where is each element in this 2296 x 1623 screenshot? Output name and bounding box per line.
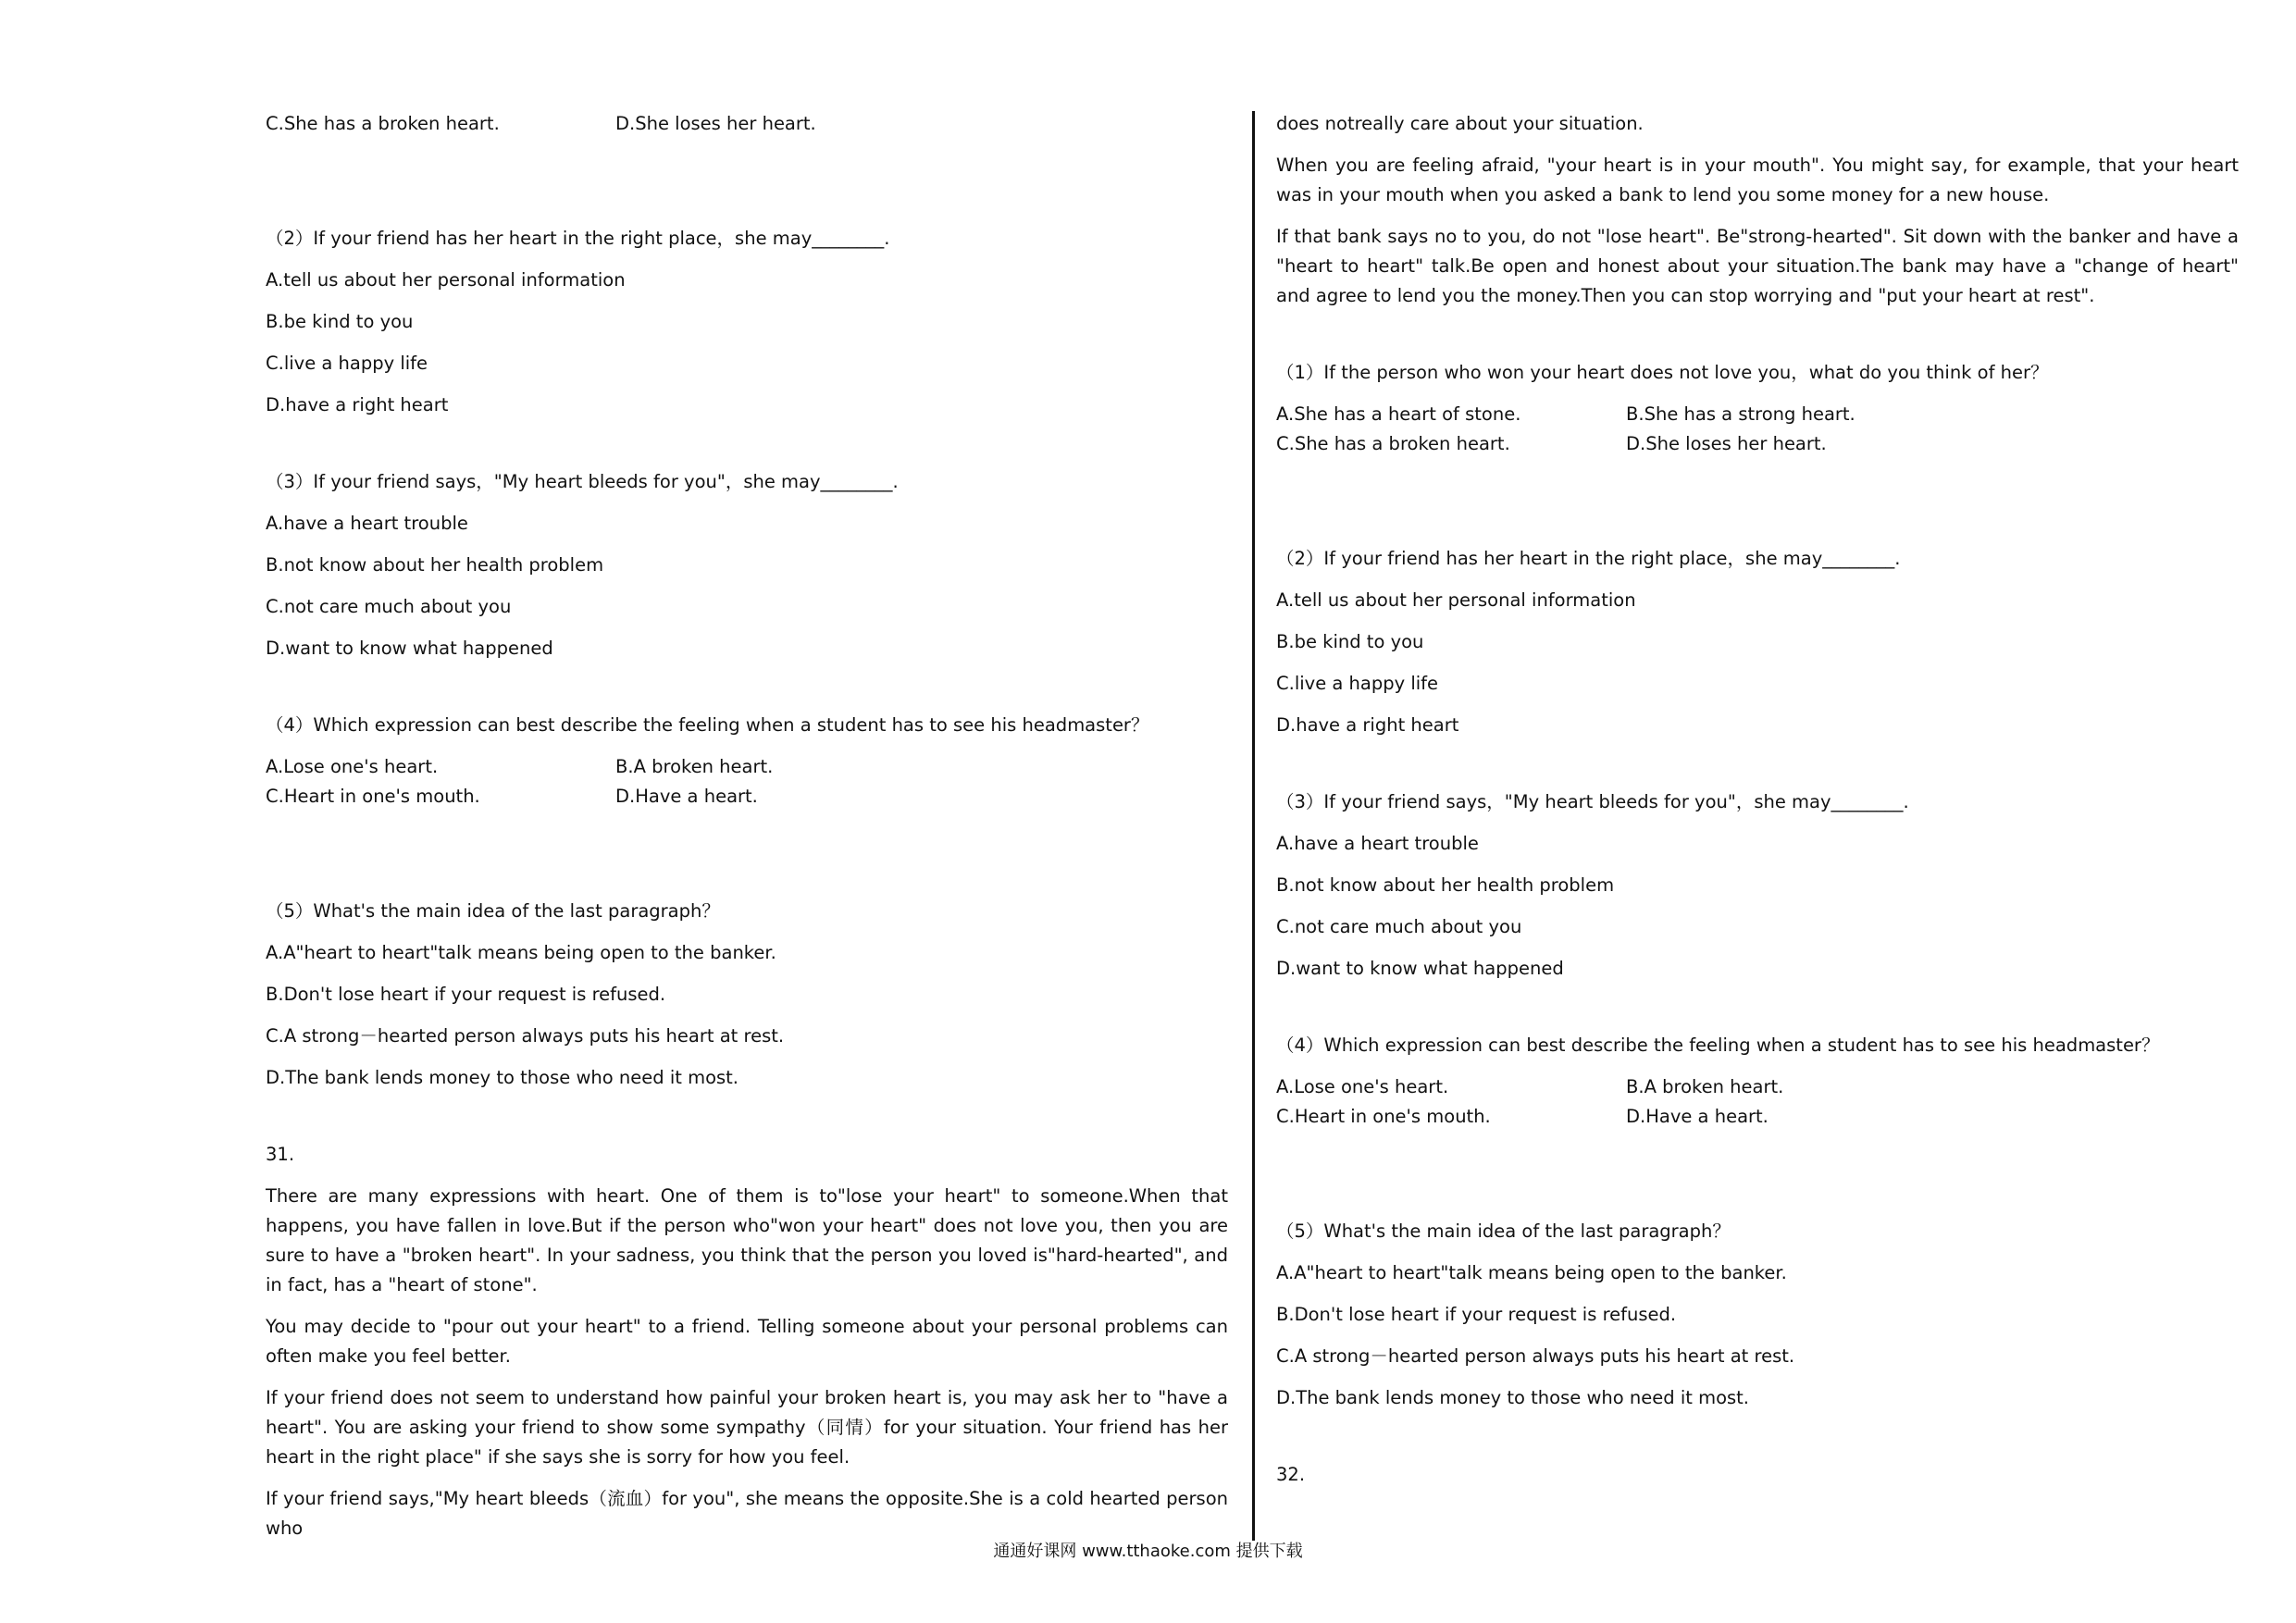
passage-paragraph: does notreally care about your situation. bbox=[1276, 113, 1644, 134]
passage-paragraph: You may decide to "pour out your heart" to a friend. Telling someone about your personal problems can often make you feel better. bbox=[266, 1316, 1228, 1367]
passage-paragraph: If your friend does not seem to understand how painful your broken heart is, you may ask her to "have a heart". You are asking your friend to show some sympathy（同情）for your situation. Your friend has her heart in the right place" if she says she is sorry for how you feel. bbox=[266, 1387, 1228, 1468]
passage-paragraph: If your friend says,"My heart bleeds（流血）for you", she means the opposite.She is a cold hearted person who bbox=[266, 1488, 1228, 1539]
question-5-stem: （5）What's the main idea of the last paragraph？ bbox=[1276, 1220, 1731, 1242]
q1-options-cd bbox=[266, 109, 1228, 139]
question-1-stem: （1）If the person who won your heart does not love you，what do you think of her？ bbox=[1276, 362, 2049, 383]
option-c: C.A strong－hearted person always puts his heart at rest. bbox=[266, 1025, 785, 1047]
q1-options-cd bbox=[1276, 429, 2239, 459]
right-column bbox=[1276, 109, 2239, 1502]
option-c: C.Heart in one's mouth. bbox=[266, 786, 480, 807]
option-a: A.She has a heart of stone. bbox=[1276, 403, 1521, 425]
question-5-stem: （5）What's the main idea of the last paragraph？ bbox=[266, 900, 720, 922]
option-b: B.not know about her health problem bbox=[266, 554, 604, 576]
option-d: D.The bank lends money to those who need it most. bbox=[1276, 1387, 1750, 1408]
column-divider bbox=[1252, 111, 1255, 1541]
question-3-stem: （3）If your friend says，"My heart bleeds for you"，she may________. bbox=[266, 471, 899, 492]
q4-options-ab bbox=[266, 752, 1228, 782]
option-b: B.She has a strong heart. bbox=[1626, 403, 1855, 425]
q4-options-ab bbox=[1276, 1072, 2239, 1102]
option-a: A.Lose one's heart. bbox=[266, 756, 439, 777]
option-d: D.Have a heart. bbox=[1626, 1106, 1769, 1127]
option-a: A.tell us about her personal information bbox=[266, 269, 626, 291]
option-b: B.A broken heart. bbox=[615, 756, 774, 777]
option-b: B.be kind to you bbox=[266, 311, 414, 332]
option-d: D.Have a heart. bbox=[615, 786, 758, 807]
option-d: D.want to know what happened bbox=[1276, 958, 1564, 979]
page-footer: 通通好课网 www.tthaoke.com 提供下载 bbox=[993, 1542, 1303, 1561]
option-a: A.A"heart to heart"talk means being open to the banker. bbox=[1276, 1262, 1787, 1283]
passage-paragraph: When you are feeling afraid, "your heart is in your mouth". You might say, for example, that your heart was in your mouth when you asked a bank to lend you some money for a new house. bbox=[1276, 155, 2239, 205]
question-number: 31. bbox=[266, 1144, 295, 1165]
q4-options-cd bbox=[266, 782, 1228, 812]
passage-paragraph: There are many expressions with heart. One of them is to"lose your heart" to someone.When that happens, you have fallen in love.But if the person who"won your heart" does not love you, then you are sure to have a "broken heart". In your sadness, you think that the person you loved is"hard-hearted", and in fact, has a "heart of stone". bbox=[266, 1185, 1228, 1295]
option-c: C.live a happy life bbox=[266, 353, 428, 374]
option-c: C.live a happy life bbox=[1276, 673, 1439, 694]
option-b: B.A broken heart. bbox=[1626, 1076, 1784, 1097]
question-number: 32. bbox=[1276, 1464, 1306, 1485]
option-c: C.A strong－hearted person always puts his heart at rest. bbox=[1276, 1345, 1795, 1367]
option-c: C.She has a broken heart. bbox=[266, 113, 500, 134]
q1-options-ab bbox=[1276, 400, 2239, 429]
option-a: A.Lose one's heart. bbox=[1276, 1076, 1449, 1097]
q4-options-cd bbox=[1276, 1102, 2239, 1132]
option-d: D.She loses her heart. bbox=[615, 113, 816, 134]
option-d: D.have a right heart bbox=[1276, 714, 1459, 736]
question-2-stem: （2）If your friend has her heart in the right place，she may________. bbox=[1276, 548, 1901, 569]
option-b: B.Don't lose heart if your request is refused. bbox=[1276, 1304, 1677, 1325]
question-4-stem: （4）Which expression can best describe the feeling when a student has to see his headmaster？ bbox=[266, 714, 1149, 736]
option-a: A.tell us about her personal information bbox=[1276, 589, 1636, 611]
option-d: D.She loses her heart. bbox=[1626, 433, 1827, 454]
option-d: D.want to know what happened bbox=[266, 638, 553, 659]
option-c: C.Heart in one's mouth. bbox=[1276, 1106, 1491, 1127]
question-4-stem: （4）Which expression can best describe the feeling when a student has to see his headmaster？ bbox=[1276, 1035, 2160, 1056]
left-column bbox=[266, 109, 1228, 1555]
option-c: C.not care much about you bbox=[266, 596, 512, 617]
question-2-stem: （2）If your friend has her heart in the right place，she may________. bbox=[266, 228, 890, 249]
option-c: C.She has a broken heart. bbox=[1276, 433, 1510, 454]
option-b: B.Don't lose heart if your request is refused. bbox=[266, 984, 666, 1005]
option-d: D.The bank lends money to those who need it most. bbox=[266, 1067, 739, 1088]
passage-paragraph: If that bank says no to you, do not "lose heart". Be"strong-hearted". Sit down with the banker and have a "heart to heart" talk.Be open and honest about your situation.The bank may have a "change of heart" and agree to lend you the money.Then you can stop worrying and "put your heart at rest". bbox=[1276, 226, 2239, 306]
option-a: A.have a heart trouble bbox=[266, 513, 468, 534]
option-b: B.not know about her health problem bbox=[1276, 874, 1615, 896]
option-c: C.not care much about you bbox=[1276, 916, 1522, 937]
option-b: B.be kind to you bbox=[1276, 631, 1424, 652]
option-d: D.have a right heart bbox=[266, 394, 449, 415]
option-a: A.A"heart to heart"talk means being open to the banker. bbox=[266, 942, 776, 963]
option-a: A.have a heart trouble bbox=[1276, 833, 1479, 854]
question-3-stem: （3）If your friend says，"My heart bleeds for you"，she may________. bbox=[1276, 791, 1909, 812]
